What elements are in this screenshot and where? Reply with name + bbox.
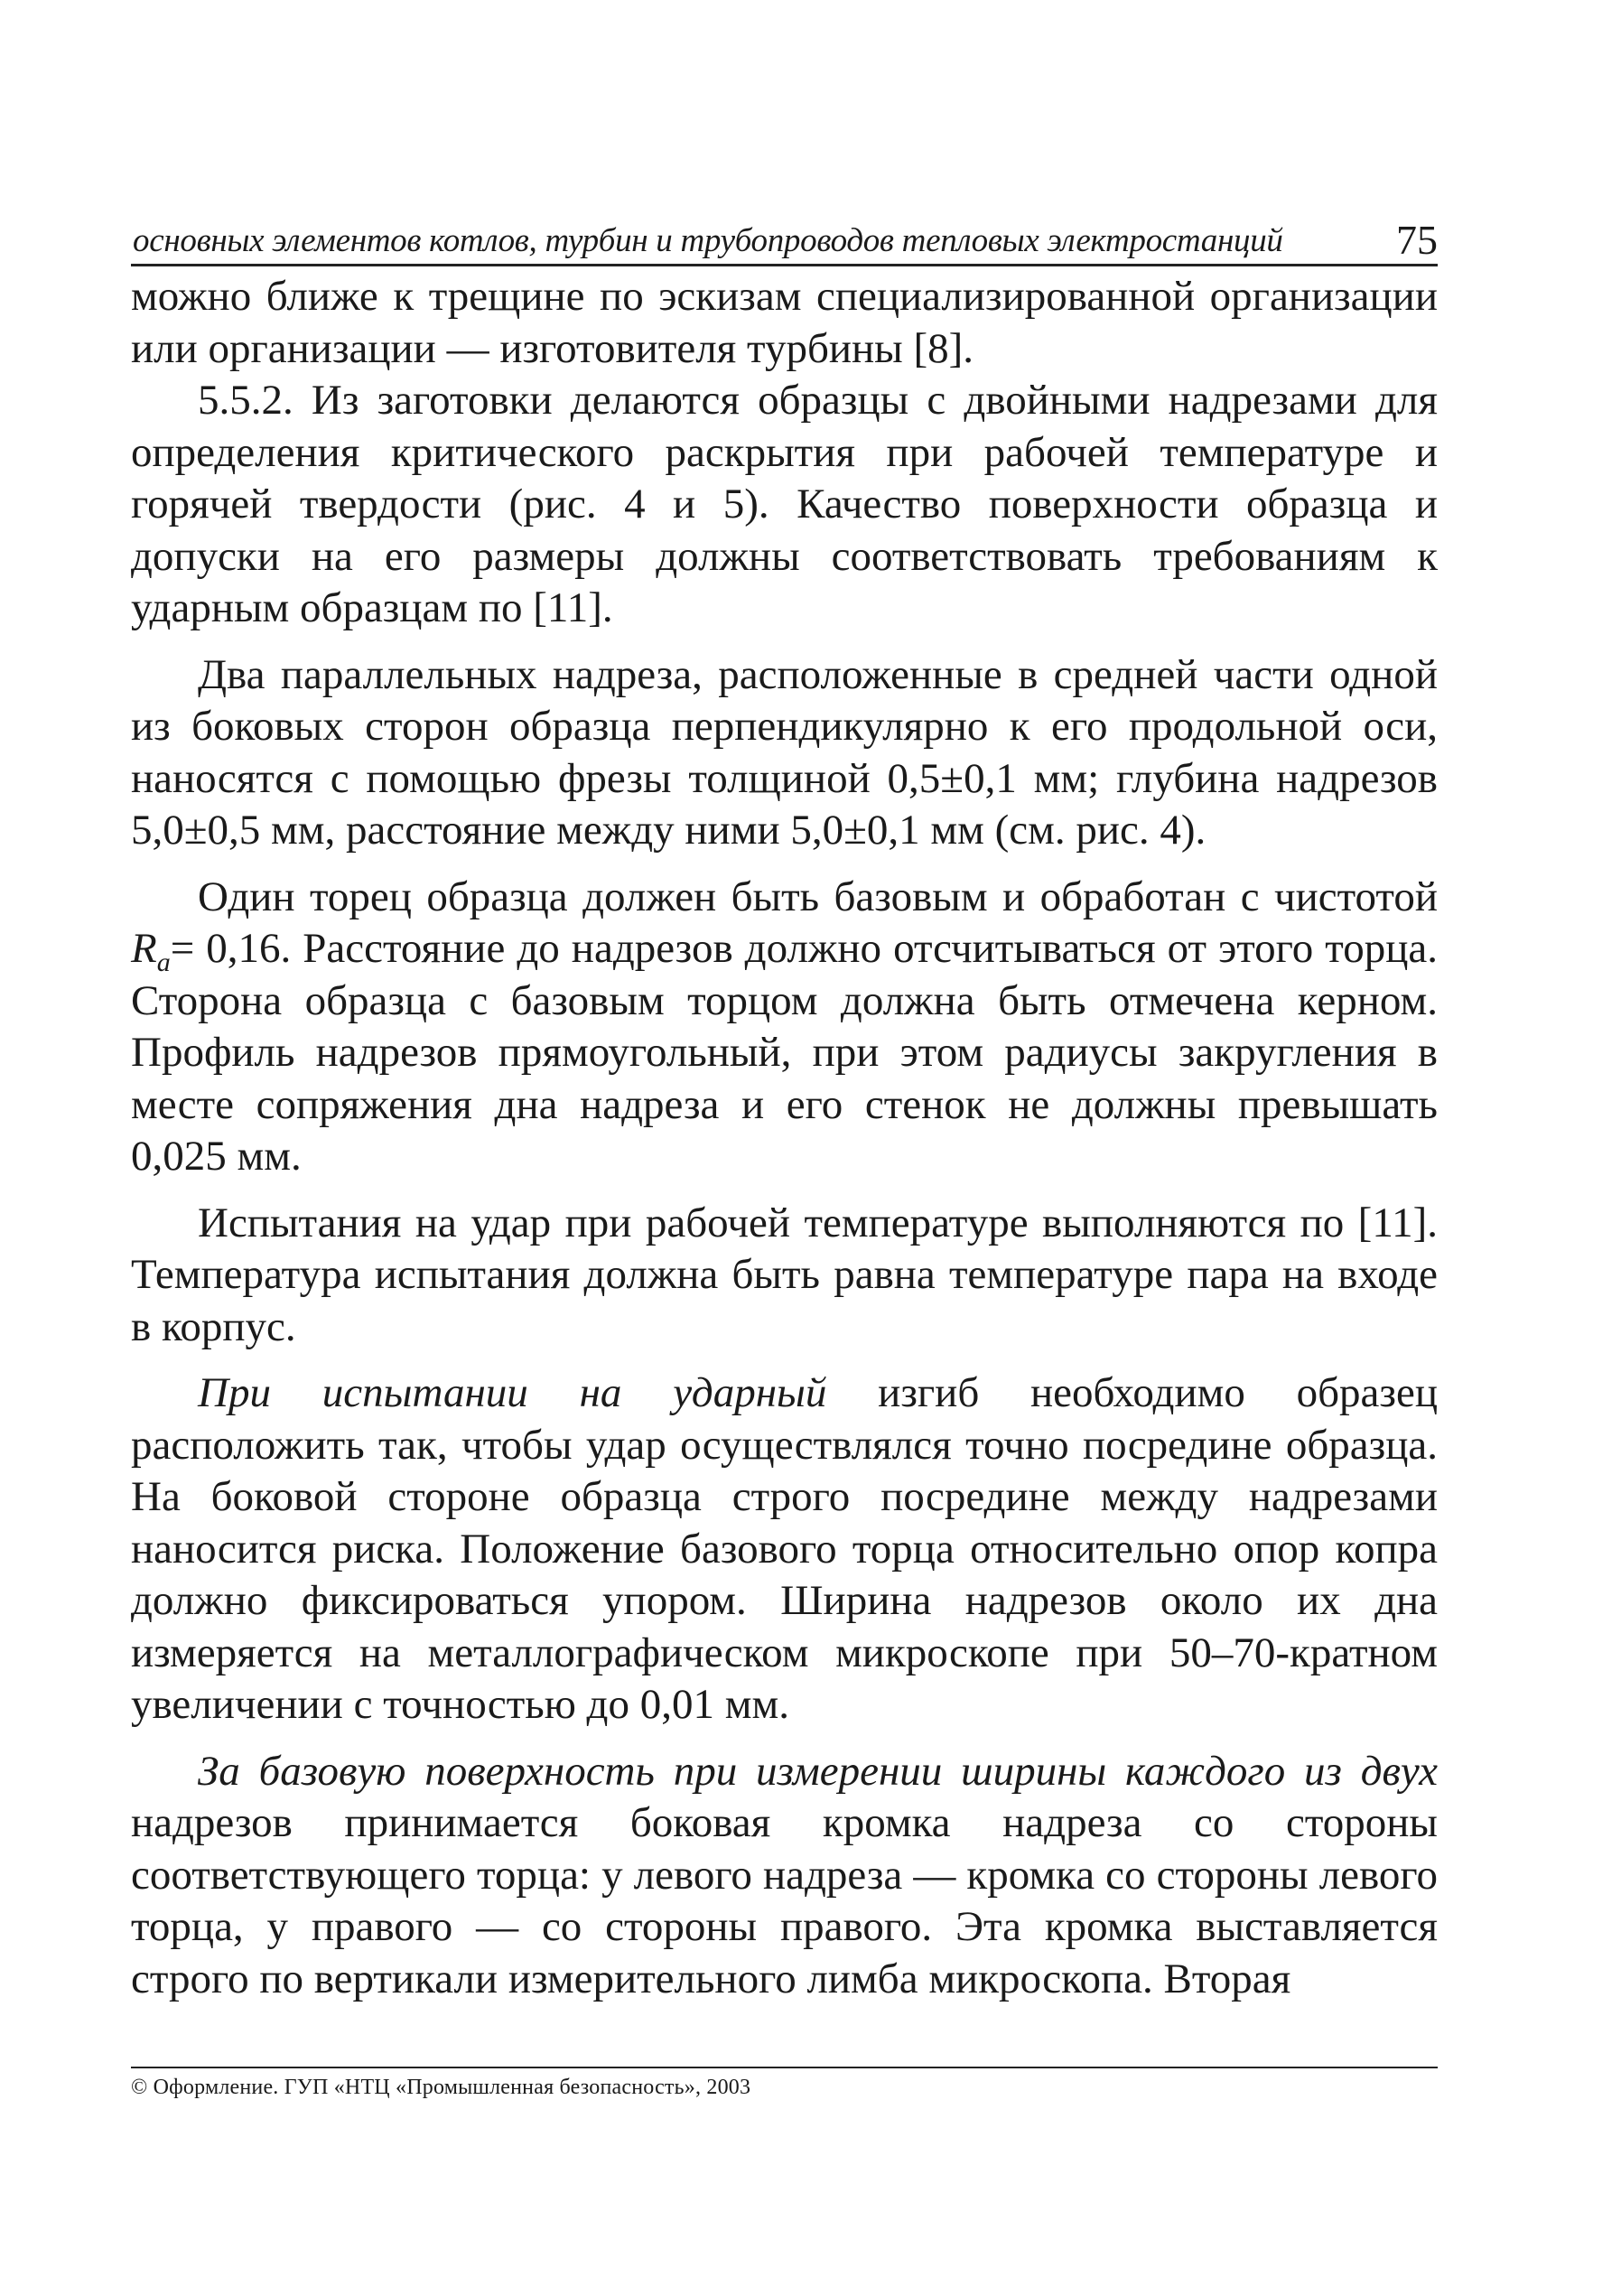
page-number: 75: [1396, 217, 1438, 263]
paragraph-1: можно ближе к трещине по эскизам специализированной организации или организации — изготовителя турбины [8].: [131, 273, 1438, 372]
paragraph-6: [131, 1367, 1438, 1731]
paragraph-4: [131, 872, 1438, 1183]
paragraph-4-start: Один торец образца должен быть базовым и обработан с чистотой: [198, 873, 1438, 920]
paragraph-6-rest: изгиб необходимо образец расположить так, чтобы удар осуществлялся точно посредине образца. На боковой стороне образца строго посредине между надрезами наносится риска. Положение базового торца относительно опор копра должно фиксироваться упором. Ширина надрезов около их дна измеряется на металлографическом микроскопе при 50–70-кратном увеличении с точностью до 0,01 мм.: [131, 1369, 1438, 1728]
paragraph-5: Испытания на удар при рабочей температуре выполняются по [11]. Температура испытания должна быть равна температуре пара на входе в корпус.: [131, 1199, 1438, 1350]
footer-copyright: © Оформление. ГУП «НТЦ «Промышленная безопасность», 2003: [131, 2076, 751, 2099]
running-header: [131, 210, 1438, 266]
paragraph-7: [131, 1746, 1438, 2006]
roughness-symbol: R: [131, 925, 157, 972]
paragraph-6-italic-lead: При испытании на ударный: [198, 1369, 827, 1416]
body-text: [131, 271, 1438, 2005]
paragraph-3: Два параллельных надреза, расположенные в средней части одной из боковых сторон образца перпендикулярно к его продольной оси, наносятся с помощью фрезы толщиной 0,5±0,1 мм; глубина надрезов 5,0±0,5 мм, расстояние между ними 5,0±0,1 мм (см. рис. 4).: [131, 650, 1438, 854]
paragraph-7-rest: надрезов принимается боковая кромка надреза со стороны соответствующего торца: у левого надреза — кромка со стороны левого торца, у правого — со стороны правого. Эта кромка выставляется строго по вертикали измерительного лимба микроскопа. Вторая: [131, 1799, 1438, 2002]
footer-rule: [131, 2067, 1438, 2068]
paragraph-4-end: = 0,16. Расстояние до надрезов должно отсчитываться от этого торца. Сторона образца с базовым торцом должна быть отмечена керном. Профиль надрезов прямоугольный, при этом радиусы закругления в месте сопряжения дна надреза и его стенок не должны превышать 0,025 мм.: [131, 925, 1438, 1180]
roughness-subscript: a: [156, 947, 171, 977]
running-header-title: основных элементов котлов, турбин и трубопроводов тепловых электростанций: [133, 222, 1283, 259]
paragraph-7-italic-lead: За базовую поверхность при измерении ширины каждого из двух: [198, 1747, 1438, 1795]
paragraph-2: 5.5.2. Из заготовки делаются образцы с двойными надрезами для определения критического раскрытия при рабочей температуре и горячей твердости (рис. 4 и 5). Качество поверхности образца и допуски на его размеры должны соответствовать требованиям к ударным образцам по [11].: [131, 377, 1438, 631]
